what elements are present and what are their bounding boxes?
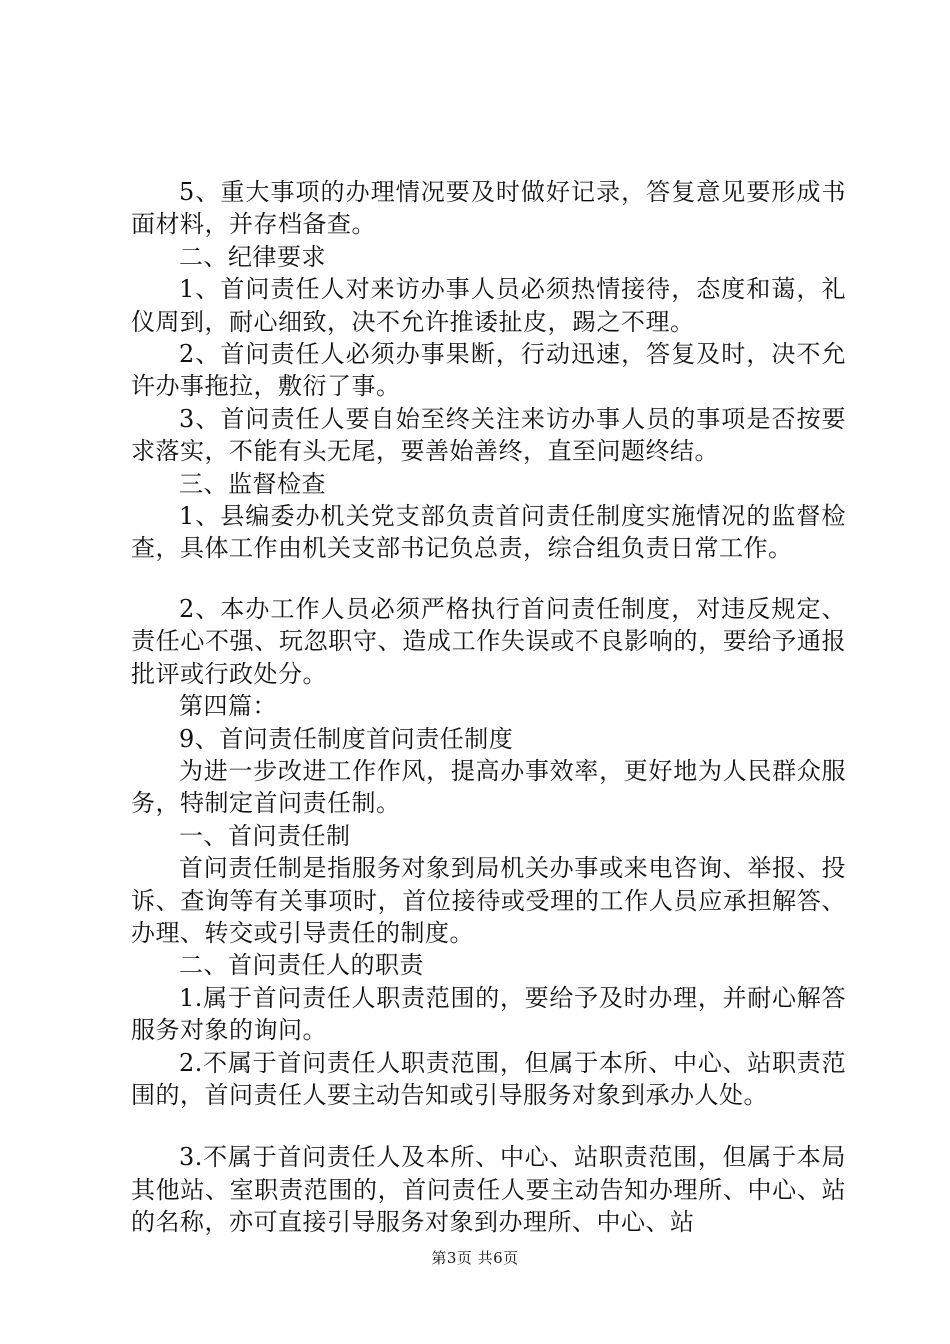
section-heading-first-inquiry: 一、首问责任制	[179, 821, 351, 850]
chapter-heading-fourth: 第四篇：	[179, 692, 277, 721]
paragraph-intro: 为进一步改进工作作风，提高办事效率，更好地为人民群众服务，特制定首问责任制。	[131, 756, 846, 818]
paragraph-gap	[131, 1111, 846, 1141]
page-number-footer: 第3页 共6页	[431, 1249, 519, 1267]
paragraph-item-5-records: 5、重大事项的办理情况要及时做好记录，答复意见要形成书面材料，并存档备查。	[131, 178, 846, 239]
paragraph-supervision-2: 2、本办工作人员必须严格执行首问责任制度，对违反规定、责任心不强、玩忽职守、造成工作失误或不良影响的，要给予通报批评或行政处分。	[131, 594, 846, 688]
document-title-line: 9、首问责任制度首问责任制度	[179, 724, 514, 753]
paragraph-definition: 首问责任制是指服务对象到局机关办事或来电咨询、举报、投诉、查询等有关事项时，首位接待或受理的工作人员应承担解答、办理、转交或引导责任的制度。	[131, 854, 846, 947]
paragraph-discipline-2: 2、首问责任人必须办事果断，行动迅速，答复及时，决不允许办事拖拉，敷衍了事。	[131, 340, 846, 401]
section-heading-supervision: 三、监督检查	[179, 469, 326, 498]
paragraph-duty-1: 1.属于首问责任人职责范围的，要给予及时办理，并耐心解答服务对象的询问。	[131, 983, 846, 1045]
paragraph-discipline-1: 1、首问责任人对来访办事人员必须热情接待，态度和蔼，礼仪周到，耐心细致，决不允许推诿扯皮，踢之不理。	[131, 275, 846, 336]
section-heading-duties: 二、首问责任人的职责	[179, 951, 424, 980]
section-heading-discipline: 二、纪律要求	[179, 242, 326, 271]
document-body	[131, 176, 846, 1239]
paragraph-supervision-1: 1、县编委办机关党支部负责首问责任制度实施情况的监督检查，具体工作由机关支部书记负总责，综合组负责日常工作。	[131, 502, 846, 563]
paragraph-gap	[131, 565, 846, 593]
paragraph-discipline-3: 3、首问责任人要自始至终关注来访办事人员的事项是否按要求落实，不能有头无尾，要善始善终，直至问题终结。	[131, 404, 846, 466]
paragraph-duty-2: 2.不属于首问责任人职责范围，但属于本所、中心、站职责范围的，首问责任人要主动告知或引导服务对象到承办人处。	[131, 1048, 846, 1109]
paragraph-duty-3: 3.不属于首问责任人及本所、中心、站职责范围，但属于本局其他站、室职责范围的，首问责任人要主动告知办理所、中心、站的名称，亦可直接引导服务对象到办理所、中心、站	[131, 1143, 846, 1237]
